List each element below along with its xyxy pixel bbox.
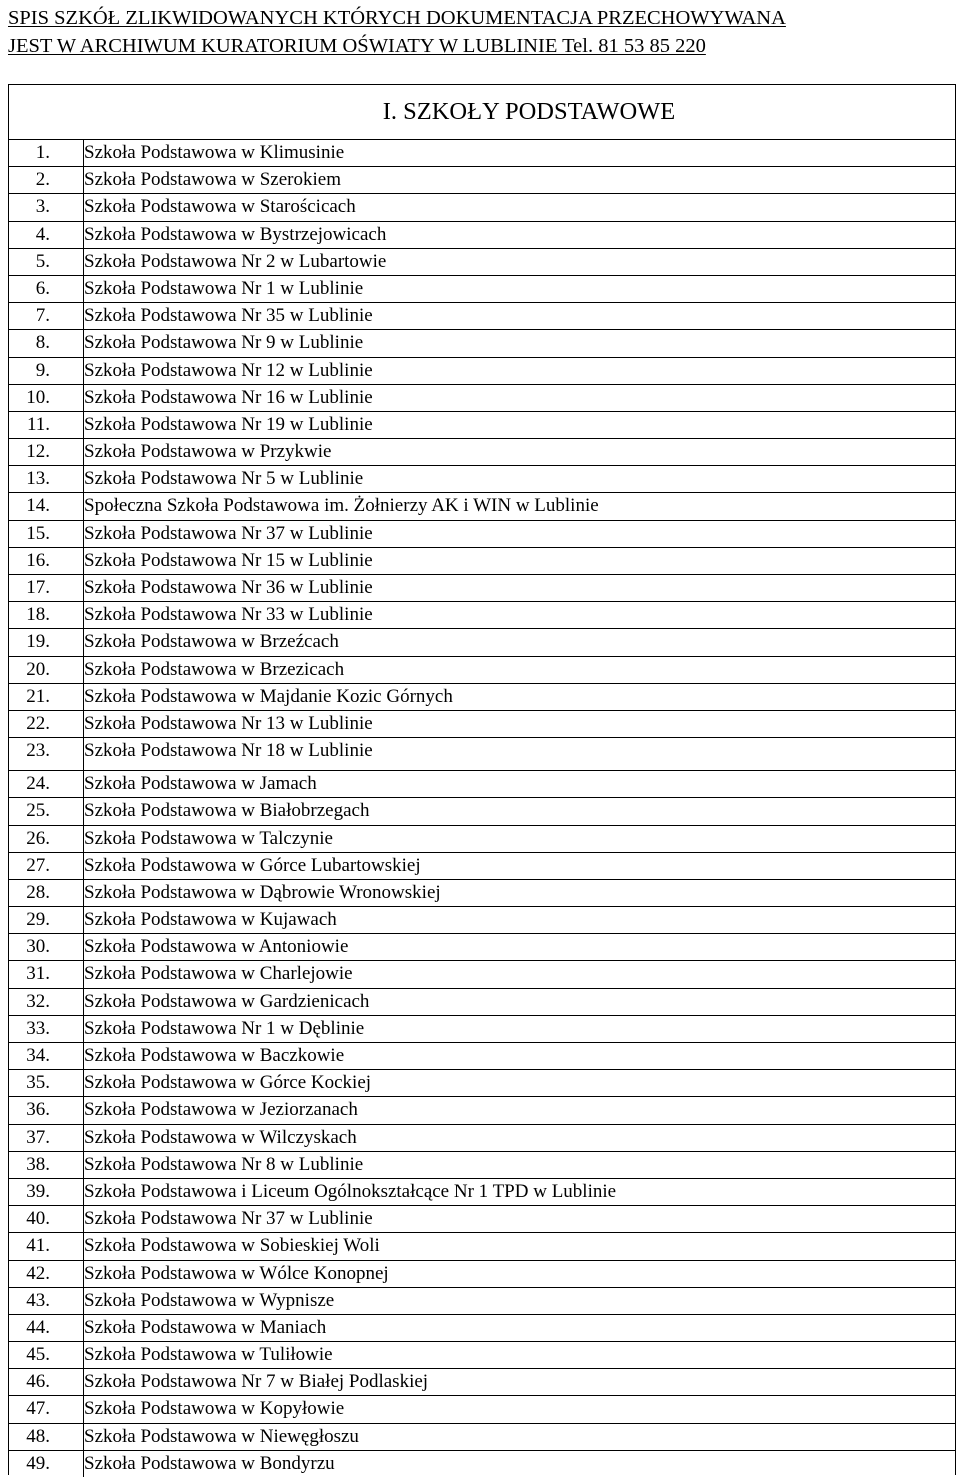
school-name: Szkoła Podstawowa w Białobrzegach — [84, 800, 370, 822]
table-row — [9, 411, 955, 438]
row-number: 21. — [26, 685, 50, 707]
school-name: Szkoła Podstawowa Nr 19 w Lublinie — [84, 413, 373, 435]
school-name: Szkoła Podstawowa w Górce Kockiej — [84, 1072, 372, 1094]
row-number: 4. — [35, 223, 50, 245]
school-name-cell — [83, 1125, 955, 1151]
row-number: 15. — [26, 522, 50, 544]
school-name: Szkoła Podstawowa Nr 13 w Lublinie — [84, 712, 373, 734]
school-name: Szkoła Podstawowa Nr 1 w Lublinie — [84, 277, 364, 299]
table-row — [9, 906, 955, 933]
row-number: 17. — [26, 577, 50, 598]
table-row — [9, 329, 955, 356]
row-number-cell — [9, 140, 73, 166]
document-title-line-2: JEST W ARCHIWUM KURATORIUM OŚWIATY W LUBLINIE Tel. 81 53 85 220 — [8, 35, 706, 57]
school-name: Szkoła Podstawowa w Przykwie — [84, 441, 332, 463]
school-name: Szkoła Podstawowa w Charlejowie — [84, 963, 353, 985]
table-row — [9, 656, 955, 683]
school-name-cell — [83, 575, 955, 601]
row-number-cell — [9, 194, 73, 220]
school-name-cell — [83, 521, 955, 547]
school-name-cell — [83, 1179, 955, 1205]
school-name-cell — [83, 548, 955, 574]
school-name: Szkoła Podstawowa w Wilczyskach — [84, 1126, 357, 1148]
table-row — [9, 1423, 955, 1450]
row-number: 37. — [26, 1126, 50, 1148]
row-number: 6. — [35, 277, 50, 299]
section-heading-text: I. SZKOŁY PODSTAWOWE — [382, 98, 676, 125]
row-number: 18. — [26, 604, 50, 626]
school-name: Szkoła Podstawowa Nr 18 w Lublinie — [84, 740, 373, 762]
table-row — [9, 628, 955, 655]
school-name-cell — [83, 657, 955, 683]
row-number: 19. — [26, 631, 50, 653]
row-number: 34. — [26, 1045, 50, 1066]
table-row — [9, 520, 955, 547]
school-name-cell — [83, 222, 955, 248]
school-name-cell — [83, 194, 955, 220]
row-number-cell — [9, 1261, 73, 1287]
row-number-cell — [9, 466, 73, 492]
school-name-cell — [83, 989, 955, 1015]
school-name-cell — [83, 1451, 955, 1477]
school-name: Szkoła Podstawowa i Liceum Ogólnokształcące Nr 1 TPD w Lublinie — [84, 1180, 617, 1202]
school-name: Szkoła Podstawowa w Bondyrzu — [84, 1452, 335, 1474]
row-number: 40. — [26, 1208, 50, 1230]
school-name-cell — [83, 1315, 955, 1341]
row-number: 24. — [26, 773, 50, 795]
row-number-cell — [9, 629, 73, 655]
school-name: Szkoła Podstawowa w Baczkowie — [84, 1045, 345, 1066]
school-name: Szkoła Podstawowa w Sobieskiej Woli — [84, 1235, 380, 1257]
table-row — [9, 737, 955, 770]
school-name-cell — [83, 303, 955, 329]
school-name: Szkoła Podstawowa w Tuliłowie — [84, 1344, 333, 1366]
table-row — [9, 547, 955, 574]
school-name: Szkoła Podstawowa w Antoniowie — [84, 936, 349, 958]
row-number: 41. — [26, 1235, 50, 1257]
school-name-cell — [83, 358, 955, 384]
row-number-cell — [9, 826, 73, 852]
school-name-cell — [83, 1342, 955, 1368]
row-number: 36. — [26, 1099, 50, 1121]
row-number: 16. — [26, 549, 50, 571]
table-row — [9, 1314, 955, 1341]
row-number: 44. — [26, 1316, 50, 1338]
school-name: Szkoła Podstawowa w Klimusinie — [84, 142, 345, 163]
table-row — [9, 1232, 955, 1259]
row-number: 35. — [26, 1072, 50, 1094]
school-name-cell — [83, 1097, 955, 1123]
row-number: 47. — [26, 1398, 50, 1420]
row-number-cell — [9, 1424, 73, 1450]
table-row — [9, 933, 955, 960]
school-name-cell — [83, 1233, 955, 1259]
table-row — [9, 1042, 955, 1069]
row-number-cell — [9, 602, 73, 628]
school-name-cell — [83, 1369, 955, 1395]
row-number-cell — [9, 657, 73, 683]
school-name: Szkoła Podstawowa Nr 37 w Lublinie — [84, 522, 373, 544]
row-number-cell — [9, 1206, 73, 1232]
school-name-cell — [83, 907, 955, 933]
row-number-cell — [9, 249, 73, 275]
school-name: Szkoła Podstawowa w Kopyłowie — [84, 1398, 345, 1420]
row-number: 10. — [26, 386, 50, 408]
table-row — [9, 221, 955, 248]
school-name: Szkoła Podstawowa Nr 12 w Lublinie — [84, 359, 373, 381]
school-name: Szkoła Podstawowa w Starościcach — [84, 196, 356, 218]
row-number-cell — [9, 1315, 73, 1341]
table-row — [9, 1287, 955, 1314]
school-name-cell — [83, 1043, 955, 1069]
row-number-cell — [9, 711, 73, 737]
row-number-cell — [9, 1369, 73, 1395]
school-name: Szkoła Podstawowa w Dąbrowie Wronowskiej — [84, 881, 441, 903]
school-name-cell — [83, 1288, 955, 1314]
school-name: Szkoła Podstawowa w Gardzienicach — [84, 990, 370, 1012]
school-name-cell — [83, 602, 955, 628]
table-row — [9, 879, 955, 906]
row-number-cell — [9, 798, 73, 824]
row-number-cell — [9, 934, 73, 960]
table-row — [9, 492, 955, 519]
school-name: Szkoła Podstawowa Nr 15 w Lublinie — [84, 549, 373, 571]
row-number-cell — [9, 493, 73, 519]
school-name-cell — [83, 880, 955, 906]
table-row — [9, 1450, 955, 1477]
row-number-cell — [9, 439, 73, 465]
school-name: Społeczna Szkoła Podstawowa im. Żołnierzy AK i WIN w Lublinie — [84, 495, 599, 517]
school-name: Szkoła Podstawowa w Wólce Konopnej — [84, 1262, 389, 1284]
school-name: Szkoła Podstawowa Nr 5 w Lublinie — [84, 468, 364, 490]
row-number-cell — [9, 330, 73, 356]
row-number: 2. — [35, 169, 50, 191]
schools-list — [9, 139, 955, 1477]
row-number-cell — [9, 684, 73, 710]
school-name: Szkoła Podstawowa Nr 8 w Lublinie — [84, 1153, 364, 1175]
row-number-cell — [9, 548, 73, 574]
row-number: 11. — [26, 413, 50, 435]
table-row — [9, 1341, 955, 1368]
row-number: 30. — [26, 936, 50, 958]
table-row — [9, 357, 955, 384]
school-name-cell — [83, 711, 955, 737]
row-number-cell — [9, 222, 73, 248]
school-name-cell — [83, 385, 955, 411]
school-name: Szkoła Podstawowa w Niewęgłoszu — [84, 1425, 359, 1447]
table-row — [9, 825, 955, 852]
table-row — [9, 601, 955, 628]
row-number-cell — [9, 167, 73, 193]
table-row — [9, 248, 955, 275]
table-row — [9, 275, 955, 302]
school-name-cell — [83, 1152, 955, 1178]
school-name-cell — [83, 140, 955, 166]
row-number: 25. — [26, 800, 50, 822]
row-number-cell — [9, 738, 73, 770]
row-number: 27. — [26, 854, 50, 876]
school-name-cell — [83, 466, 955, 492]
row-number-cell — [9, 961, 73, 987]
school-name: Szkoła Podstawowa w Maniach — [84, 1316, 327, 1338]
school-name: Szkoła Podstawowa w Brzezicach — [84, 658, 345, 680]
table-row — [9, 960, 955, 987]
school-name: Szkoła Podstawowa w Majdanie Kozic Górnych — [84, 685, 453, 707]
row-number-cell — [9, 1233, 73, 1259]
row-number: 48. — [26, 1425, 50, 1447]
school-name: Szkoła Podstawowa w Kujawach — [84, 909, 337, 931]
school-name-cell — [83, 276, 955, 302]
school-name-cell — [83, 1424, 955, 1450]
school-name-cell — [83, 1070, 955, 1096]
row-number: 20. — [26, 658, 50, 680]
row-number: 29. — [26, 909, 50, 931]
school-name-cell — [83, 934, 955, 960]
row-number: 31. — [26, 963, 50, 985]
row-number: 33. — [26, 1017, 50, 1039]
table-row — [9, 1151, 955, 1178]
table-row — [9, 1395, 955, 1422]
row-number: 32. — [26, 990, 50, 1012]
row-number-cell — [9, 575, 73, 601]
school-name: Szkoła Podstawowa w Górce Lubartowskiej — [84, 854, 421, 876]
table-row — [9, 574, 955, 601]
row-number: 13. — [26, 468, 50, 490]
school-name: Szkoła Podstawowa Nr 36 w Lublinie — [84, 577, 373, 598]
school-name: Szkoła Podstawowa Nr 16 w Lublinie — [84, 386, 373, 408]
school-name-cell — [83, 798, 955, 824]
row-number-cell — [9, 1451, 73, 1477]
school-name-cell — [83, 1016, 955, 1042]
row-number: 5. — [35, 250, 50, 272]
row-number-cell — [9, 1179, 73, 1205]
table-row — [9, 770, 955, 797]
row-number-cell — [9, 1097, 73, 1123]
row-number-cell — [9, 880, 73, 906]
school-name: Szkoła Podstawowa w Jamach — [84, 773, 317, 795]
school-name: Szkoła Podstawowa w Talczynie — [84, 827, 333, 849]
table-row — [9, 852, 955, 879]
school-name-cell — [83, 771, 955, 797]
document-title — [8, 4, 952, 60]
table-row — [9, 384, 955, 411]
schools-table — [8, 84, 956, 1475]
table-row — [9, 465, 955, 492]
table-row — [9, 1096, 955, 1123]
school-name-cell — [83, 1206, 955, 1232]
school-name: Szkoła Podstawowa Nr 37 w Lublinie — [84, 1208, 373, 1230]
table-row — [9, 1178, 955, 1205]
school-name-cell — [83, 439, 955, 465]
school-name: Szkoła Podstawowa Nr 2 w Lubartowie — [84, 250, 387, 272]
school-name-cell — [83, 1261, 955, 1287]
row-number: 49. — [26, 1452, 50, 1474]
school-name-cell — [83, 629, 955, 655]
table-row — [9, 683, 955, 710]
table-row — [9, 193, 955, 220]
school-name-cell — [83, 330, 955, 356]
row-number: 23. — [26, 740, 50, 762]
row-number: 26. — [26, 827, 50, 849]
row-number: 1. — [35, 142, 50, 163]
row-number-cell — [9, 1043, 73, 1069]
school-name: Szkoła Podstawowa w Szerokiem — [84, 169, 341, 191]
row-number-cell — [9, 907, 73, 933]
row-number-cell — [9, 276, 73, 302]
table-row — [9, 302, 955, 329]
row-number-cell — [9, 771, 73, 797]
table-row — [9, 438, 955, 465]
row-number-cell — [9, 1396, 73, 1422]
school-name-cell — [83, 249, 955, 275]
row-number-cell — [9, 1070, 73, 1096]
row-number: 45. — [26, 1344, 50, 1366]
document-title-line-1: SPIS SZKÓŁ ZLIKWIDOWANYCH KTÓRYCH DOKUMENTACJA PRZECHOWYWANA — [8, 7, 786, 29]
table-row — [9, 1205, 955, 1232]
school-name: Szkoła Podstawowa w Bystrzejowicach — [84, 223, 387, 245]
school-name-cell — [83, 1396, 955, 1422]
school-name: Szkoła Podstawowa Nr 1 w Dęblinie — [84, 1017, 365, 1039]
row-number-cell — [9, 521, 73, 547]
school-name-cell — [83, 738, 955, 770]
table-row — [9, 1260, 955, 1287]
row-number: 8. — [35, 332, 50, 354]
row-number: 46. — [26, 1371, 50, 1393]
row-number-cell — [9, 303, 73, 329]
school-name: Szkoła Podstawowa Nr 35 w Lublinie — [84, 305, 373, 327]
school-name-cell — [83, 853, 955, 879]
school-name: Szkoła Podstawowa Nr 33 w Lublinie — [84, 604, 373, 626]
row-number-cell — [9, 1288, 73, 1314]
row-number: 14. — [26, 495, 50, 517]
school-name-cell — [83, 493, 955, 519]
row-number: 7. — [35, 305, 50, 327]
row-number: 28. — [26, 881, 50, 903]
row-number-cell — [9, 412, 73, 438]
row-number-cell — [9, 1125, 73, 1151]
row-number: 39. — [26, 1180, 50, 1202]
row-number-cell — [9, 1016, 73, 1042]
row-number-cell — [9, 385, 73, 411]
school-name-cell — [83, 412, 955, 438]
school-name: Szkoła Podstawowa w Wypnisze — [84, 1289, 335, 1311]
school-name-cell — [83, 684, 955, 710]
school-name: Szkoła Podstawowa w Brzeźcach — [84, 631, 339, 653]
school-name-cell — [83, 961, 955, 987]
row-number-cell — [9, 1342, 73, 1368]
row-number: 9. — [35, 359, 50, 381]
row-number: 12. — [26, 441, 50, 463]
table-row — [9, 1368, 955, 1395]
school-name-cell — [83, 167, 955, 193]
table-row — [9, 797, 955, 824]
school-name-cell — [83, 826, 955, 852]
row-number-cell — [9, 358, 73, 384]
school-name: Szkoła Podstawowa w Jeziorzanach — [84, 1099, 358, 1121]
row-number: 43. — [26, 1289, 50, 1311]
row-number: 42. — [26, 1262, 50, 1284]
school-name: Szkoła Podstawowa Nr 7 w Białej Podlaskiej — [84, 1371, 429, 1393]
table-row — [9, 988, 955, 1015]
table-row — [9, 710, 955, 737]
table-row — [9, 166, 955, 193]
table-row — [9, 1069, 955, 1096]
table-row — [9, 1124, 955, 1151]
table-row — [9, 139, 955, 166]
section-heading — [9, 85, 955, 139]
row-number-cell — [9, 989, 73, 1015]
row-number: 38. — [26, 1153, 50, 1175]
row-number: 3. — [35, 196, 50, 218]
row-number: 22. — [26, 712, 50, 734]
row-number-cell — [9, 853, 73, 879]
row-number-cell — [9, 1152, 73, 1178]
table-row — [9, 1015, 955, 1042]
school-name: Szkoła Podstawowa Nr 9 w Lublinie — [84, 332, 364, 354]
